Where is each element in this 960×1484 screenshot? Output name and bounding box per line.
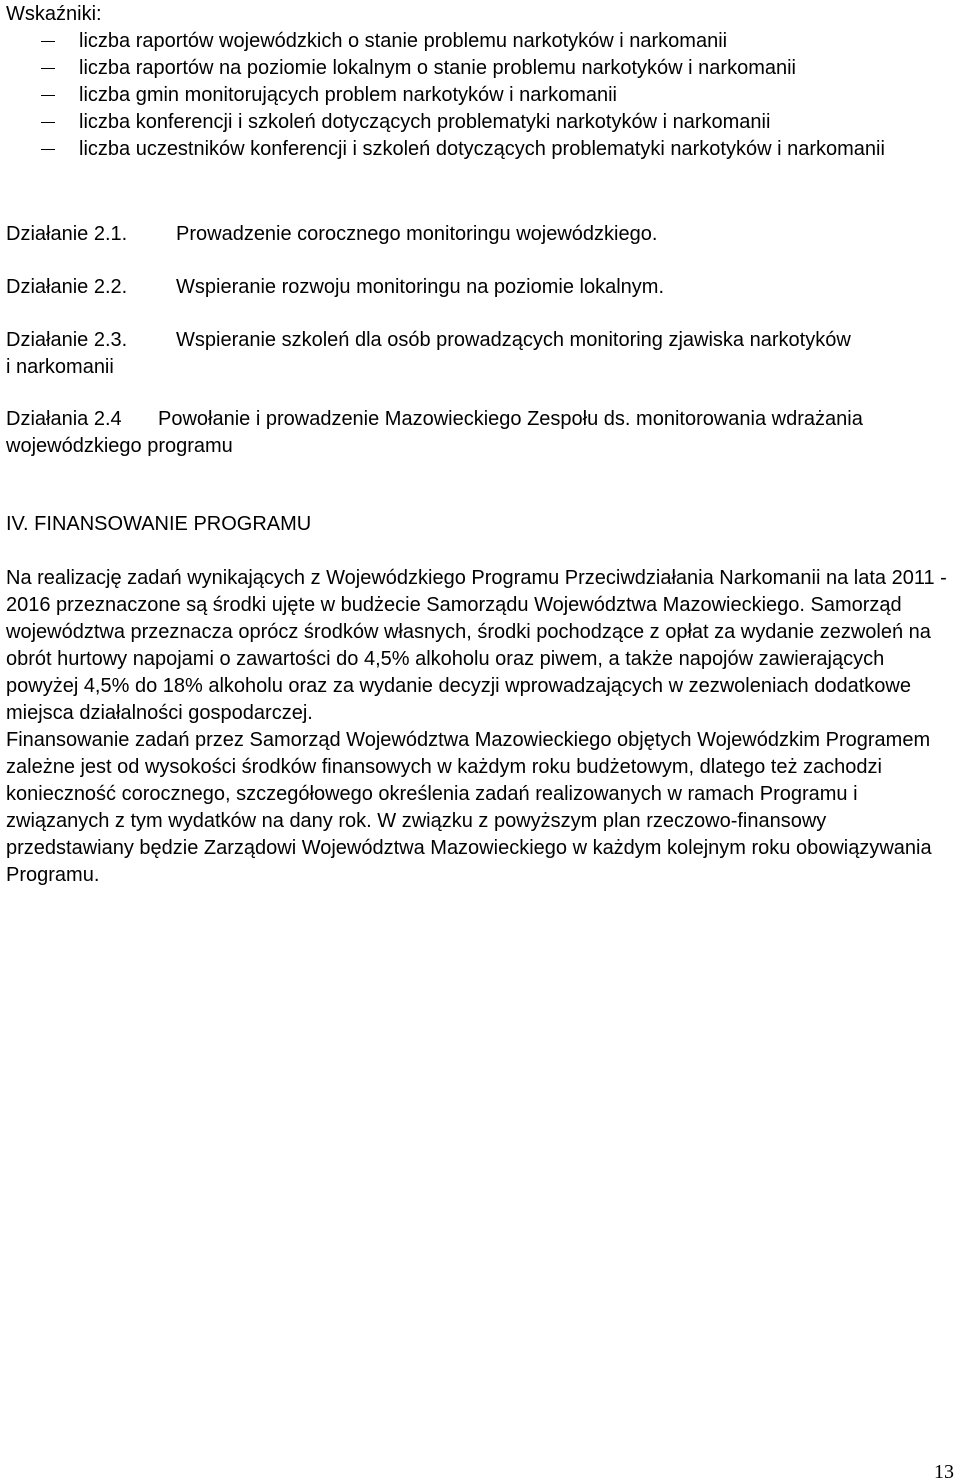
action-text: Wspieranie rozwoju monitoringu na poziomie lokalnym. [176,276,664,298]
action-text: Prowadzenie corocznego monitoringu wojewódzkiego. [176,223,658,245]
list-item [0,28,960,55]
dash-bullet-icon [41,41,55,42]
dash-bullet-icon [41,68,55,69]
list-item [0,109,960,136]
indicator-text: liczba raportów wojewódzkich o stanie problemu narkotyków i narkomanii [79,30,728,52]
action-text: Wspieranie szkoleń dla osób prowadzących monitoring zjawiska narkotyków [176,329,851,351]
indicator-text: liczba uczestników konferencji i szkoleń dotyczących problematyki narkotyków i narkomanii [79,138,885,160]
section-title: IV. FINANSOWANIE PROGRAMU [6,513,312,535]
action-text-continuation: i narkomanii [6,356,114,378]
indicator-text: liczba konferencji i szkoleń dotyczących problematyki narkotyków i narkomanii [79,111,771,133]
indicator-text: liczba raportów na poziomie lokalnym o stanie problemu narkotyków i narkomanii [79,57,797,79]
paragraph: Na realizację zadań wynikających z Wojewódzkiego Programu Przeciwdziałania Narkomanii na lata 2011 - 2016 przeznaczone są środki ujęte w budżecie Samorządu Województwa Mazowieckiego. Samorząd województwa przeznacza oprócz środków własnych, środki pochodzące z opłat za wydanie zezwoleń na obrót hurtowy napojami o zawartości do 4,5% alkoholu oraz piwem, a także napojów zawierających powyżej 4,5% do 18% alkoholu oraz za wydanie decyzji wprowadzających w zezwoleniach dodatkowe miejsca działalności gospodarczej. [6,567,947,724]
section-body [6,565,954,889]
action-number: Działania 2.4 [6,408,122,430]
action-text: Powołanie i prowadzenie Mazowieckiego Zespołu ds. monitorowania wdrażania wojewódzkiego programu [6,408,863,457]
indicator-text: liczba gmin monitorujących problem narkotyków i narkomanii [79,84,617,106]
list-item [0,82,960,109]
page-number: 13 [934,1461,954,1483]
indicators-heading: Wskaźniki: [6,3,102,25]
list-item [0,136,960,163]
action-number: Działanie 2.1. [6,223,128,245]
indicators-list [0,28,960,163]
dash-bullet-icon [41,122,55,123]
action-number: Działanie 2.2. [6,276,128,298]
paragraph: Finansowanie zadań przez Samorząd Województwa Mazowieckiego objętych Wojewódzkim Programem zależne jest od wysokości środków finansowych w każdym roku budżetowym, dlatego też zachodzi konieczność corocznego, szczegółowego określenia zadań realizowanych w ramach Programu i związanych z tym wydatków na dany rok. W związku z powyższym plan rzeczowo-finansowy przedstawiany będzie Zarządowi Województwa Mazowieckiego w każdym kolejnym roku obowiązywania Programu. [6,729,932,886]
action-number: Działanie 2.3. [6,329,128,351]
dash-bullet-icon [41,95,55,96]
dash-bullet-icon [41,149,55,150]
action-2-4 [6,406,954,460]
list-item [0,55,960,82]
